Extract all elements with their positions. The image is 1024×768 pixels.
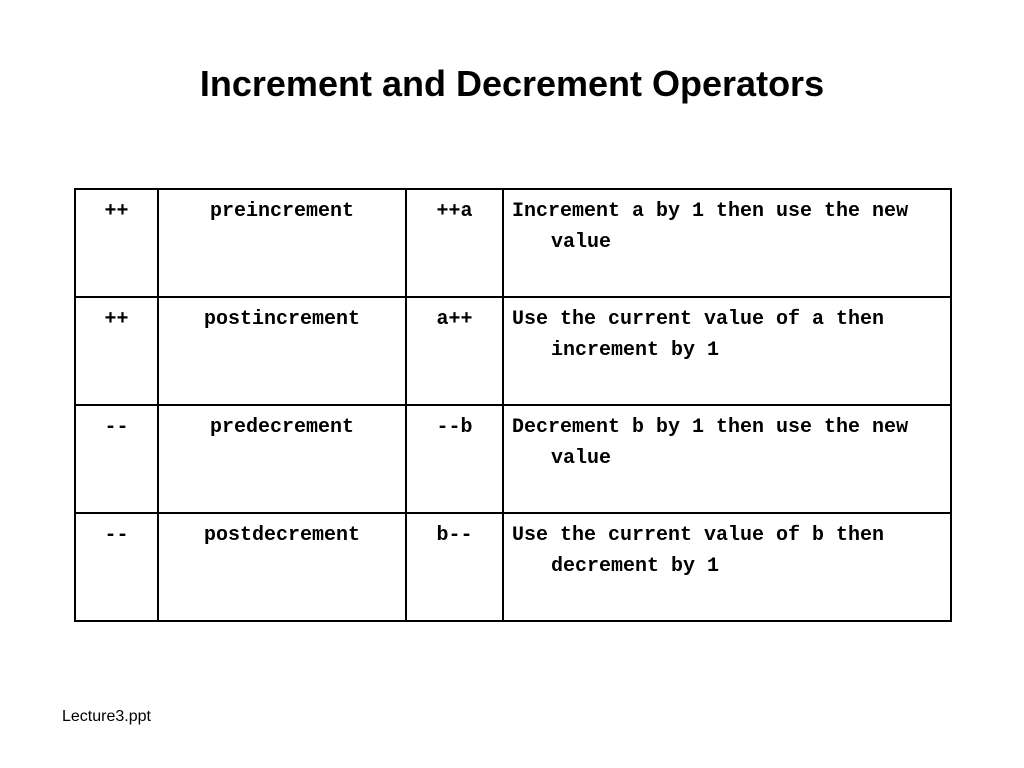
description-cell [503, 189, 951, 297]
operator-name-cell: predecrement [158, 405, 406, 513]
table-row [75, 513, 951, 621]
operator-name-cell: postincrement [158, 297, 406, 405]
description-text: Decrement b by 1 then use the new value [512, 416, 909, 470]
description-text: Use the current value of b then decrement by 1 [512, 524, 885, 578]
operator-cell: ++ [75, 297, 158, 405]
description-text: Use the current value of a then increment by 1 [512, 308, 885, 362]
example-cell: a++ [406, 297, 503, 405]
operator-cell: -- [75, 513, 158, 621]
operator-cell: ++ [75, 189, 158, 297]
description-cell [503, 513, 951, 621]
table-row [75, 189, 951, 297]
description-cell [503, 405, 951, 513]
example-cell: b-- [406, 513, 503, 621]
operator-name-cell: preincrement [158, 189, 406, 297]
operator-name-cell: postdecrement [158, 513, 406, 621]
table-row [75, 297, 951, 405]
table-row [75, 405, 951, 513]
example-cell: ++a [406, 189, 503, 297]
operator-cell: -- [75, 405, 158, 513]
slide-title: Increment and Decrement Operators [199, 63, 825, 104]
description-cell [503, 297, 951, 405]
example-cell: --b [406, 405, 503, 513]
footer-filename: Lecture3.ppt [62, 708, 151, 725]
operators-table [74, 188, 952, 622]
description-text: Increment a by 1 then use the new value [512, 200, 909, 254]
